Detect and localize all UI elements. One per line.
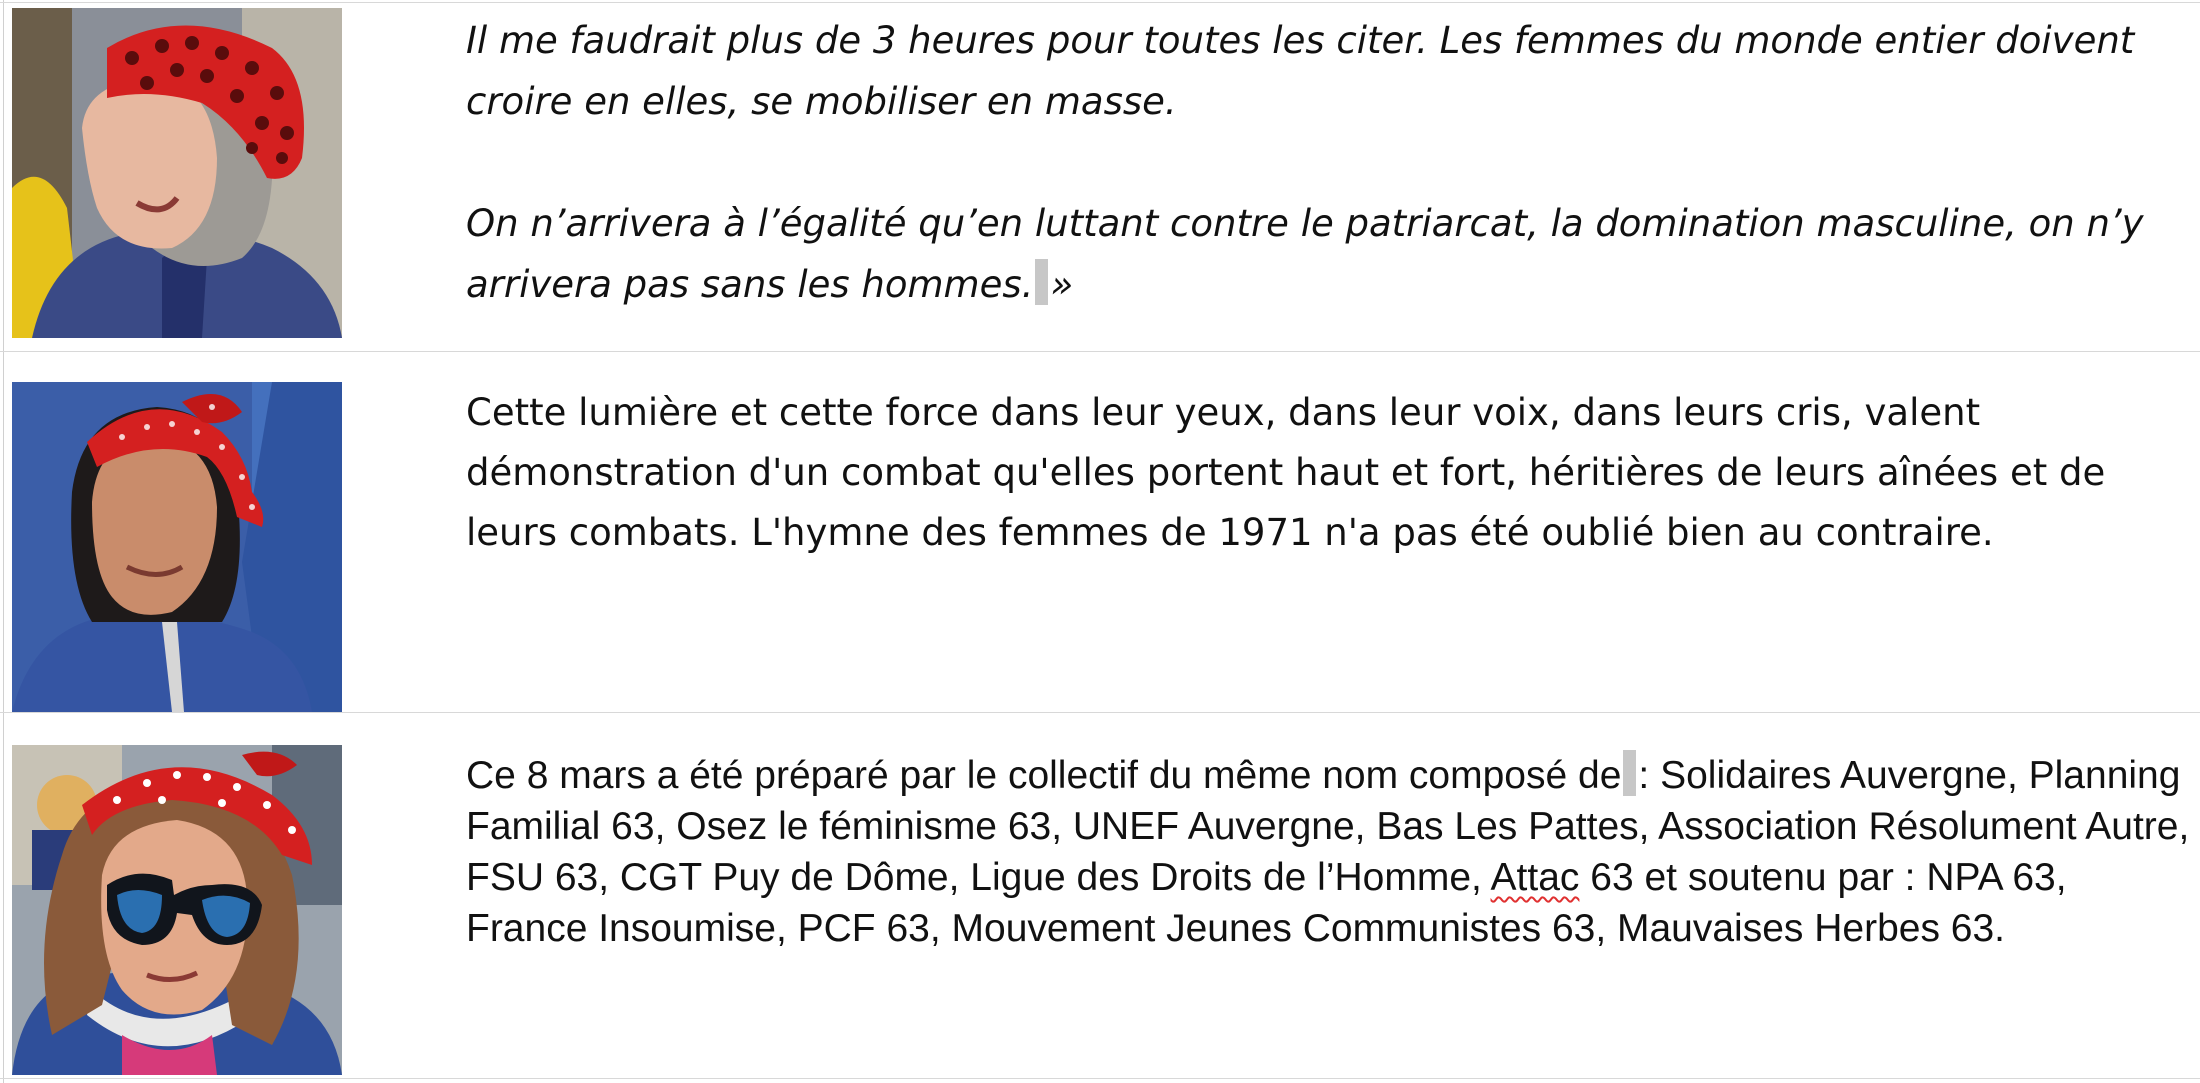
table-top-border: [0, 2, 2200, 3]
table-bottom-border: [0, 1078, 2200, 1079]
paragraph-spacer: [466, 132, 2196, 193]
photo-1-image: [12, 8, 342, 338]
narrative-paragraph: Cette lumière et cette force dans leur yeux, dans leur voix, dans leurs cris, valent démonstration d'un combat qu'elles portent haut et fort, héritières de leurs aînées et de leurs combats. L'hymne des femmes de 1971 n'a pas été oublié bien au contraire.: [466, 391, 2106, 554]
quote-paragraph-2: [466, 193, 2196, 315]
narrative-text-block: [466, 383, 2196, 563]
text-cursor-highlight: [1623, 750, 1636, 796]
row-divider: [0, 351, 2200, 352]
organizers-intro: Ce 8 mars a été préparé par le collectif du même nom composé de: [466, 754, 1622, 797]
photo-woman-red-scarf: [12, 8, 342, 338]
photo-3-image: [12, 745, 342, 1075]
quote-paragraph-2-text: On n’arrivera à l’égalité qu’en luttant contre le patriarcat, la domination masculine, on n’y arrivera pas sans les hommes.: [466, 202, 2144, 306]
organizers-list: : Solidaires Auvergne, Planning Familial 63, Osez le féminisme 63, UNEF Auvergne, Bas Les Pattes, Association Résolument Autre, FSU 63, CGT Puy de Dôme, Ligue des Droits de l’Homme,: [466, 754, 2190, 899]
closing-guillemet: »: [1050, 263, 1074, 306]
quote-text-block: [466, 10, 2196, 315]
photo-woman-red-bandana: [12, 382, 342, 712]
spellcheck-flagged-word[interactable]: Attac: [1490, 856, 1580, 899]
photo-woman-sunglasses: [12, 745, 342, 1075]
organizers-supporters: 63 et soutenu par : NPA 63, France Insoumise, PCF 63, Mouvement Jeunes Communistes 63, Mauvaises Herbes 63.: [466, 856, 2067, 950]
row-divider: [0, 712, 2200, 713]
organizers-text-block: [466, 750, 2196, 954]
photo-2-image: [12, 382, 342, 712]
text-cursor-highlight: [1035, 259, 1048, 305]
organizers-paragraph: [466, 750, 2196, 954]
table-left-border: [3, 0, 4, 1083]
quote-paragraph-1: Il me faudrait plus de 3 heures pour toutes les citer. Les femmes du monde entier doivent croire en elles, se mobiliser en masse.: [466, 19, 2135, 123]
